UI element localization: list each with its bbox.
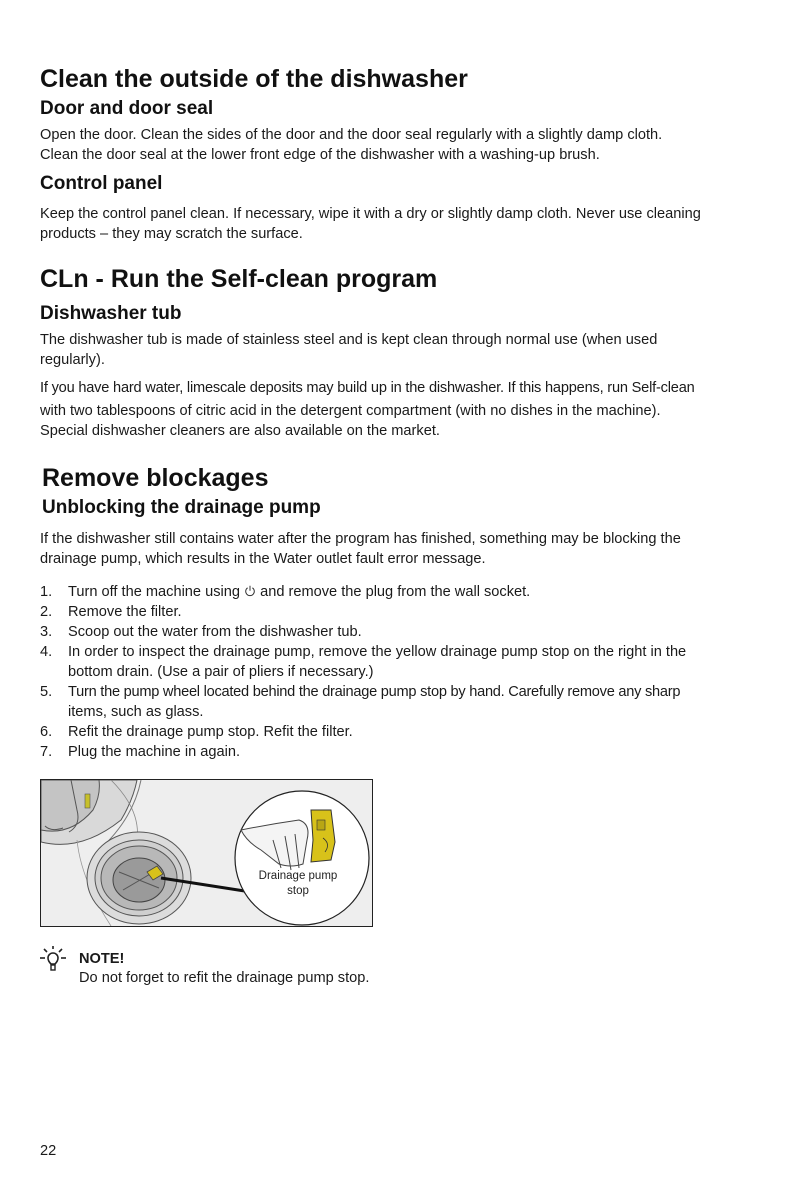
door-text-line1: Open the door. Clean the sides of the door and the door seal regularly with a slightly damp cloth. [40, 127, 663, 143]
step-number: 3. [40, 624, 53, 640]
list-item [40, 682, 760, 722]
page-number: 22 [40, 1143, 57, 1159]
heading-drainage-pump: Unblocking the drainage pump [42, 497, 321, 518]
list-item [40, 602, 760, 622]
door-text-line2: Clean the door seal at the lower front edge of the dishwasher with a washing-up brush. [40, 147, 600, 163]
list-item [40, 642, 760, 682]
panel-text-line2: products – they may scratch the surface. [40, 226, 303, 242]
step-text: Refit the drainage pump stop. Refit the filter. [68, 724, 353, 740]
tub-p1-line1: The dishwasher tub is made of stainless steel and is kept clean through normal use (when used [40, 332, 658, 348]
step-text: Plug the machine in again. [68, 744, 240, 760]
steps-list [40, 582, 760, 762]
section-title-clean-outside: Clean the outside of the dishwasher [40, 65, 468, 93]
power-icon [244, 585, 256, 597]
drainage-pump-illustration [40, 779, 373, 927]
tub-p2-line3: Special dishwasher cleaners are also available on the market. [40, 423, 440, 439]
list-item [40, 722, 760, 742]
step-text: and remove the plug from the wall socket. [260, 584, 531, 600]
tub-p1-line2: regularly). [40, 352, 105, 368]
step-number: 5. [40, 684, 53, 700]
step-number: 7. [40, 744, 53, 760]
section-title-remove-blockages: Remove blockages [42, 464, 269, 492]
pump-intro-line1: If the dishwasher still contains water after the program has finished, something may be blocking the [40, 531, 681, 547]
step-text: bottom drain. (Use a pair of pliers if necessary.) [68, 664, 374, 680]
step-number: 4. [40, 644, 53, 660]
note-title: NOTE! [79, 951, 125, 967]
label-line2: stop [287, 885, 309, 897]
note-text: Do not forget to refit the drainage pump stop. [79, 970, 370, 986]
heading-control-panel: Control panel [40, 173, 163, 194]
step-number: 2. [40, 604, 53, 620]
label-line1: Drainage pump [258, 870, 338, 882]
section-title-self-clean: CLn - Run the Self-clean program [40, 265, 438, 293]
drainage-pump-stop-label [247, 869, 349, 899]
heading-door-seal: Door and door seal [40, 98, 214, 119]
step-text: items, such as glass. [68, 704, 204, 720]
tub-p2-line2: with two tablespoons of citric acid in the detergent compartment (with no dishes in the machine). [40, 403, 661, 419]
step-text: Remove the filter. [68, 604, 182, 620]
step-text: Turn off the machine using [68, 584, 240, 600]
pump-intro-line2: drainage pump, which results in the Water outlet fault error message. [40, 551, 486, 567]
step-number: 6. [40, 724, 53, 740]
list-item [40, 622, 760, 642]
panel-text-line1: Keep the control panel clean. If necessary, wipe it with a dry or slightly damp cloth. Never use cleaning [40, 206, 701, 222]
tub-p2-line1: If you have hard water, limescale deposits may build up in the dishwasher. If this happens, run Self-clean [40, 380, 695, 396]
list-item [40, 582, 760, 602]
step-text: Turn the pump wheel located behind the drainage pump stop by hand. Carefully remove any sharp [68, 684, 681, 700]
step-number: 1. [40, 584, 53, 600]
heading-dishwasher-tub: Dishwasher tub [40, 303, 182, 324]
pump-diagram [41, 780, 372, 926]
step-text: In order to inspect the drainage pump, remove the yellow drainage pump stop on the right in the [68, 644, 687, 660]
lightbulb-icon [38, 945, 68, 975]
step-text: Scoop out the water from the dishwasher tub. [68, 624, 362, 640]
list-item [40, 742, 760, 762]
